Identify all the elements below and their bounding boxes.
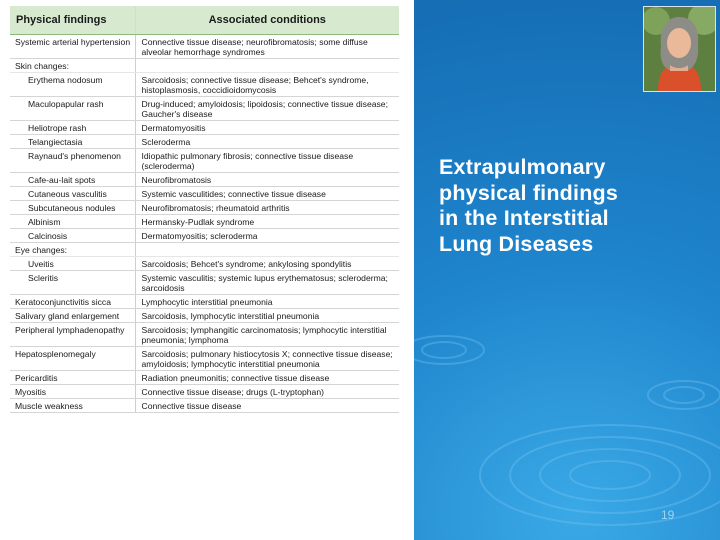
- table-row: [10, 257, 399, 271]
- slide-title-line-4: Lung Diseases: [439, 231, 594, 256]
- table-row: [10, 399, 399, 413]
- table-row: [10, 215, 399, 229]
- conditions-cell: Hermansky-Pudlak syndrome: [135, 215, 399, 229]
- slide-title-line-1: Extrapulmonary: [439, 155, 606, 179]
- slide-title: [439, 155, 689, 257]
- table-row: [10, 173, 399, 187]
- finding-cell: Telangiectasia: [10, 135, 135, 149]
- finding-cell: Calcinosis: [10, 229, 135, 243]
- table-row: [10, 309, 399, 323]
- conditions-cell: Radiation pneumonitis; connective tissue disease: [135, 371, 399, 385]
- conditions-cell: Connective tissue disease; drugs (L-tryptophan): [135, 385, 399, 399]
- portrait-image: [644, 7, 715, 91]
- table-row: [10, 295, 399, 309]
- finding-cell: Subcutaneous nodules: [10, 201, 135, 215]
- conditions-cell: Connective tissue disease: [135, 399, 399, 413]
- conditions-cell: Sarcoidosis; Behcet's syndrome; ankylosing spondylitis: [135, 257, 399, 271]
- table-row: [10, 323, 399, 347]
- finding-cell: Pericarditis: [10, 371, 135, 385]
- finding-cell: Erythema nodosum: [10, 73, 135, 97]
- finding-cell: Eye changes:: [10, 243, 135, 257]
- conditions-cell: Connective tissue disease; neurofibromatosis; some diffuse alveolar hemorrhage syndromes: [135, 35, 399, 59]
- finding-cell: Muscle weakness: [10, 399, 135, 413]
- finding-cell: Systemic arterial hypertension: [10, 35, 135, 59]
- table-row: [10, 149, 399, 173]
- column-header-physical-findings: Physical findings: [10, 6, 135, 35]
- table-row: [10, 201, 399, 215]
- conditions-cell: [135, 59, 399, 73]
- finding-cell: Hepatosplenomegaly: [10, 347, 135, 371]
- table-row: [10, 229, 399, 243]
- slide-title-line-3: in the Interstitial: [439, 206, 609, 230]
- table-row: [10, 35, 399, 59]
- table-row: [10, 371, 399, 385]
- finding-cell: Cafe-au-lait spots: [10, 173, 135, 187]
- finding-cell: Salivary gland enlargement: [10, 309, 135, 323]
- conditions-cell: Scleroderma: [135, 135, 399, 149]
- table-section-row: [10, 59, 399, 73]
- table-row: [10, 271, 399, 295]
- finding-cell: Uveitis: [10, 257, 135, 271]
- finding-cell: Maculopapular rash: [10, 97, 135, 121]
- finding-cell: Scleritis: [10, 271, 135, 295]
- finding-cell: Heliotrope rash: [10, 121, 135, 135]
- conditions-cell: Systemic vasculitis; systemic lupus erythematosus; scleroderma; sarcoidosis: [135, 271, 399, 295]
- finding-cell: Skin changes:: [10, 59, 135, 73]
- table-row: [10, 135, 399, 149]
- conditions-cell: Drug-induced; amyloidosis; lipoidosis; connective tissue disease; Gaucher's disease: [135, 97, 399, 121]
- conditions-cell: Systemic vasculitides; connective tissue disease: [135, 187, 399, 201]
- conditions-cell: Sarcoidosis; pulmonary histiocytosis X; connective tissue disease; amyloidosis; lymphocytic interstitial pneumonia: [135, 347, 399, 371]
- finding-cell: Myositis: [10, 385, 135, 399]
- findings-table-container: [10, 6, 399, 534]
- slide-number: 19: [661, 508, 675, 522]
- finding-cell: Raynaud's phenomenon: [10, 149, 135, 173]
- conditions-cell: [135, 243, 399, 257]
- conditions-cell: Lymphocytic interstitial pneumonia: [135, 295, 399, 309]
- table-row: [10, 121, 399, 135]
- table-row: [10, 347, 399, 371]
- table-body: [10, 35, 399, 413]
- conditions-cell: Sarcoidosis; connective tissue disease; Behcet's syndrome, histoplasmosis, coccidioidomycosis: [135, 73, 399, 97]
- table-row: [10, 187, 399, 201]
- table-row: [10, 73, 399, 97]
- column-header-associated-conditions: Associated conditions: [135, 6, 399, 35]
- conditions-cell: Sarcoidosis, lymphocytic interstitial pneumonia: [135, 309, 399, 323]
- findings-table: [10, 6, 399, 413]
- conditions-cell: Idiopathic pulmonary fibrosis; connective tissue disease (scleroderma): [135, 149, 399, 173]
- finding-cell: Cutaneous vasculitis: [10, 187, 135, 201]
- finding-cell: Albinism: [10, 215, 135, 229]
- table-row: [10, 97, 399, 121]
- conditions-cell: Dermatomyositis; scleroderma: [135, 229, 399, 243]
- conditions-cell: Dermatomyositis: [135, 121, 399, 135]
- conditions-cell: Sarcoidosis; lymphangitic carcinomatosis; lymphocytic interstitial pneumonia; lymphoma: [135, 323, 399, 347]
- slide-title-line-2: physical findings: [439, 180, 619, 205]
- finding-cell: Peripheral lymphadenopathy: [10, 323, 135, 347]
- table-header-row: [10, 6, 399, 35]
- finding-cell: Keratoconjunctivitis sicca: [10, 295, 135, 309]
- table-section-row: [10, 243, 399, 257]
- table-row: [10, 385, 399, 399]
- presenter-photo: [643, 6, 716, 92]
- conditions-cell: Neurofibromatosis: [135, 173, 399, 187]
- conditions-cell: Neurofibromatosis; rheumatoid arthritis: [135, 201, 399, 215]
